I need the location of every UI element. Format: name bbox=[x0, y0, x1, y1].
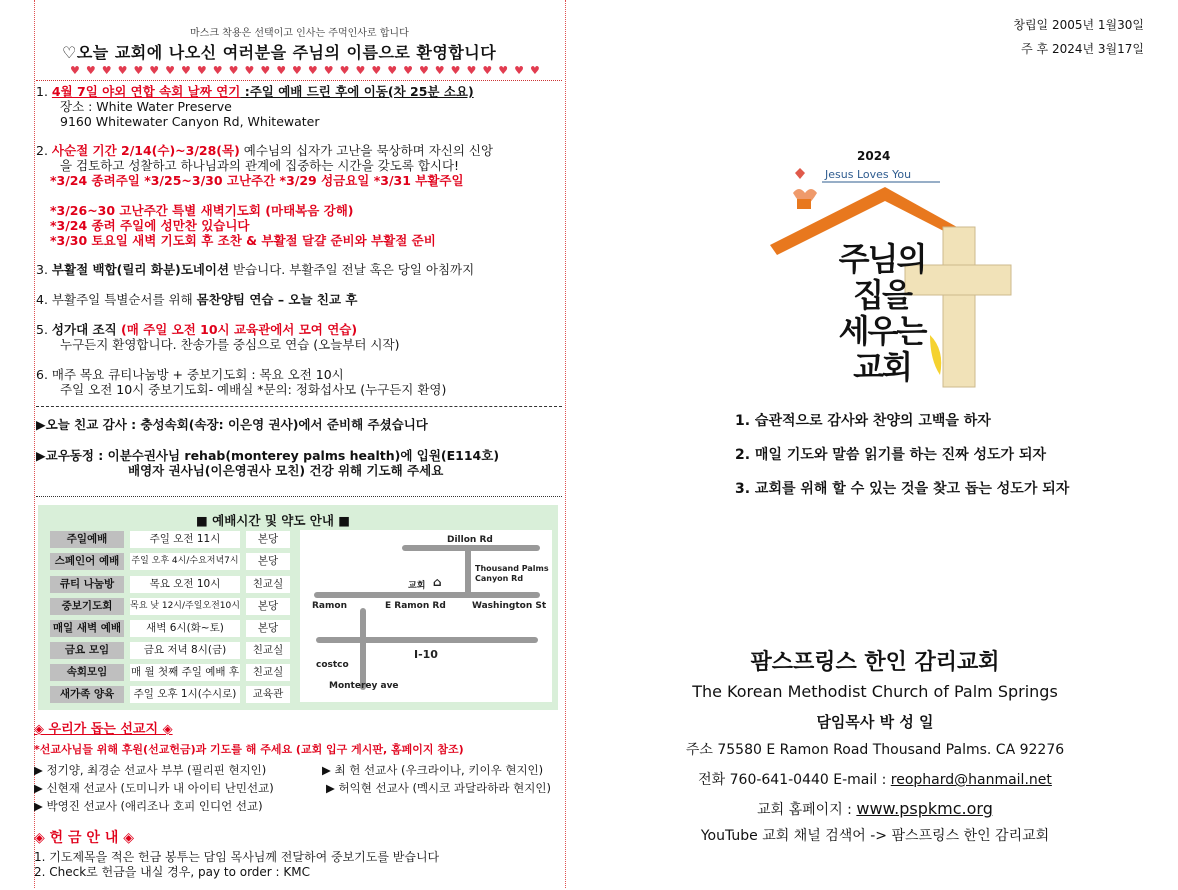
schedule-time: 주일 오후 4시/수요저녁7시 bbox=[130, 553, 240, 570]
schedule-name: 큐티 나눔방 bbox=[50, 576, 124, 593]
map-label-e-ramon: E Ramon Rd bbox=[385, 601, 446, 611]
welcome-message: ♡오늘 교회에 나오신 여러분을 주님의 이름으로 환영합니다 bbox=[62, 43, 497, 62]
logo-slogan-line: 세우는 bbox=[838, 312, 926, 350]
member-news: ▶교우동정 : 이분수권사님 rehab(monterey palms health)에 입원(E114호) bbox=[36, 448, 500, 463]
announcement-2-communion: *3/24 종려 주일에 성만찬 있습니다 bbox=[50, 218, 250, 233]
announcement-2-breakfast bbox=[50, 233, 436, 248]
item-number: 6. bbox=[36, 367, 48, 382]
schedule-title: ■ 예배시간 및 약도 안내 ■ bbox=[196, 513, 351, 528]
pastor-name: 담임목사 박 성 일 bbox=[816, 713, 934, 731]
announcement-6-text: 매주 목요 큐티나눔방 + 중보기도회 : 목요 오전 10시 bbox=[51, 367, 344, 382]
ramon-road bbox=[314, 592, 540, 598]
announcement-1-place: 장소 : White Water Preserve bbox=[60, 99, 232, 114]
church-english-name: The Korean Methodist Church of Palm Springs bbox=[692, 682, 1058, 701]
schedule-place: 교육관 bbox=[246, 686, 290, 703]
announcement-5-highlight: 성가대 조직 bbox=[51, 322, 117, 337]
breakfast-text: *3/30 토요일 새벽 기도회 후 조찬 bbox=[50, 233, 242, 248]
schedule-place: 친교실 bbox=[246, 664, 290, 681]
easter-prep-text: & 부활절 달걀 준비와 부활절 준비 bbox=[241, 233, 436, 248]
item-number: 1. bbox=[36, 84, 48, 99]
item-number: 5. bbox=[36, 322, 48, 337]
schedule-time: 주일 오후 1시(수시로) bbox=[130, 686, 240, 703]
schedule-place: 본당 bbox=[246, 598, 290, 615]
mission-item: ▶ 허익현 선교사 (멕시코 과달라하라 현지인) bbox=[326, 781, 551, 795]
church-contact bbox=[600, 769, 1150, 789]
schedule-time: 금요 저녁 8시(금) bbox=[130, 642, 240, 659]
mission-item: ▶ 신현재 선교사 (도미니카 내 아이티 난민선교) bbox=[34, 781, 274, 795]
announcement-1-address: 9160 Whitewater Canyon Rd, Whitewater bbox=[60, 114, 320, 129]
schedule-name: 새가족 양육 bbox=[50, 686, 124, 703]
announcement-2-special-prayer: *3/26~30 고난주간 특별 새벽기도회 (마태복음 강해) bbox=[50, 203, 354, 218]
announcement-5-schedule: (매 주일 오전 10시 교육관에서 모여 연습) bbox=[116, 322, 358, 337]
church-homepage bbox=[600, 799, 1150, 819]
logo-slogan-line: 주님의 bbox=[838, 240, 926, 278]
youtube-info: YouTube 교회 채널 검색어 -> 팜스프링스 한인 감리교회 bbox=[700, 828, 1050, 844]
phone-text: 전화 760-641-0440 E-mail : bbox=[698, 772, 891, 788]
mask-notice: 마스크 착용은 선택이고 인사는 주먹인사로 합니다 bbox=[190, 28, 409, 39]
item-number: 3. bbox=[36, 262, 48, 277]
logo-slogan-line: 교회 bbox=[853, 348, 911, 386]
church-logo bbox=[765, 145, 1015, 395]
announcement-2-dates: *3/24 종려주일 *3/25~3/30 고난주간 *3/29 성금요일 *3/31 부활주일 bbox=[50, 173, 464, 188]
announcement-1-highlight: 4월 7일 야외 연합 속회 날짜 연기 bbox=[51, 84, 241, 99]
goal-item: 1. 습관적으로 감사와 찬양의 고백을 하자 bbox=[735, 413, 991, 429]
goal-item: 2. 매일 기도와 말씀 읽기를 하는 진짜 성도가 되자 bbox=[735, 447, 1047, 463]
location-map bbox=[300, 530, 552, 702]
announcement-3-highlight: 부활절 백합(릴리 화분)도네이션 bbox=[51, 262, 230, 277]
announcement-4-text: 부활주일 특별순서를 위해 bbox=[51, 292, 197, 307]
schedule-name: 스페인어 예배 bbox=[50, 553, 124, 570]
announcement-3 bbox=[36, 262, 474, 277]
mission-item: ▶ 박영진 선교사 (애리조나 호피 인디언 선교) bbox=[34, 799, 263, 813]
announcement-5 bbox=[36, 322, 357, 337]
offering-title: ◈ 헌 금 안 내 ◈ bbox=[34, 830, 134, 846]
announcement-4-highlight: 몸찬양팀 연습 – 오늘 친교 후 bbox=[196, 292, 358, 307]
section-divider bbox=[36, 496, 562, 497]
map-label-thousand-palms: Thousand Palms bbox=[475, 564, 549, 573]
map-label-church: 교회 bbox=[408, 581, 426, 591]
schedule-name: 중보기도회 bbox=[50, 598, 124, 615]
schedule-time: 주일 오전 11시 bbox=[130, 531, 240, 548]
section-divider bbox=[36, 406, 562, 407]
offering-line-2: 2. Check로 헌금을 내실 경우, pay to order : KMC bbox=[34, 865, 311, 879]
schedule-place: 친교실 bbox=[246, 576, 290, 593]
church-name: 팜스프링스 한인 감리교회 bbox=[750, 650, 1000, 675]
item-number: 2. bbox=[36, 143, 48, 158]
announcement-2 bbox=[36, 143, 493, 158]
schedule-name: 주일예배 bbox=[50, 531, 124, 548]
homepage-link[interactable]: www.pspkmc.org bbox=[856, 799, 993, 818]
church-house-icon: ⌂ bbox=[433, 575, 442, 589]
church-address: 주소 75580 E Ramon Road Thousand Palms. CA 92276 bbox=[685, 742, 1065, 758]
missions-note: *선교사님들 위해 후원(선교헌금)과 기도를 해 주세요 (교회 입구 게시판, 홈페이지 참조) bbox=[34, 743, 464, 756]
goal-item: 3. 교회를 위해 할 수 있는 것을 찾고 돕는 성도가 되자 bbox=[735, 481, 1070, 497]
announcement-3-text: 받습니다. 부활주일 전날 혹은 당일 아침까지 bbox=[229, 262, 475, 277]
schedule-name: 매일 새벽 예배 bbox=[50, 620, 124, 637]
monterey-avenue bbox=[360, 608, 366, 690]
logo-slogan-line: 집을 bbox=[853, 276, 911, 314]
schedule-time: 목요 오전 10시 bbox=[130, 576, 240, 593]
map-label-i10: I-10 bbox=[414, 648, 438, 661]
member-news-line2: 배영자 권사님(이은영권사 모친) 건강 위해 기도해 주세요 bbox=[128, 463, 444, 478]
map-label-monterey: Monterey ave bbox=[329, 681, 399, 691]
week-date: 주 후 2024년 3월17일 bbox=[1021, 42, 1144, 56]
schedule-time: 목요 낮 12시/주일오전10시 bbox=[130, 598, 240, 615]
dillon-road bbox=[402, 545, 540, 551]
announcement-1-detail: :주일 예배 드린 후에 이동(차 25분 소요) bbox=[240, 84, 474, 99]
schedule-place: 친교실 bbox=[246, 642, 290, 659]
schedule-time: 새벽 6시(화~토) bbox=[130, 620, 240, 637]
map-label-dillon: Dillon Rd bbox=[447, 535, 493, 545]
homepage-label: 교회 홈페이지 : bbox=[757, 802, 857, 818]
schedule-name: 속회모임 bbox=[50, 664, 124, 681]
mission-item: ▶ 정기양, 최경순 선교사 부부 (필리핀 현지인) bbox=[34, 763, 267, 777]
interstate-10 bbox=[316, 637, 538, 643]
thousand-palms-canyon-road bbox=[465, 548, 471, 598]
missions-title: ◈ 우리가 돕는 선교지 ◈ bbox=[34, 722, 173, 737]
top-divider bbox=[36, 80, 562, 81]
schedule-place: 본당 bbox=[246, 553, 290, 570]
email-link[interactable]: reophard@hanmail.net bbox=[890, 772, 1052, 788]
logo-year: 2024 bbox=[857, 149, 891, 163]
announcement-4 bbox=[36, 292, 358, 307]
map-label-canyon: Canyon Rd bbox=[475, 574, 524, 583]
schedule-place: 본당 bbox=[246, 620, 290, 637]
map-label-costco: costco bbox=[316, 660, 349, 670]
announcement-6-line2: 주일 오전 10시 중보기도회- 예배실 *문의: 정화섭사모 (누구든지 환영) bbox=[60, 382, 447, 397]
mission-item: ▶ 최 헌 선교사 (우크라이나, 키이우 현지인) bbox=[322, 763, 544, 777]
item-number: 4. bbox=[36, 292, 48, 307]
schedule-name: 금요 모임 bbox=[50, 642, 124, 659]
offering-line-1: 1. 기도제목을 적은 헌금 봉투는 담임 목사님께 전달하여 중보기도를 받습니다 bbox=[34, 850, 440, 864]
announcement-1 bbox=[36, 84, 474, 99]
announcement-2-text: 예수님의 십자가 고난을 묵상하며 자신의 신앙 bbox=[239, 143, 494, 158]
founding-date: 창립일 2005년 1월30일 bbox=[1013, 18, 1144, 32]
schedule-place: 본당 bbox=[246, 531, 290, 548]
announcement-2-highlight: 사순절 기간 2/14(수)~3/28(목) bbox=[51, 143, 240, 158]
logo-jesus-loves-you: Jesus Loves You bbox=[825, 168, 912, 181]
schedule-time: 매 월 첫째 주일 예배 후 bbox=[130, 664, 240, 681]
announcement-6 bbox=[36, 367, 344, 382]
map-label-ramon: Ramon bbox=[312, 601, 347, 611]
logo-slogan bbox=[827, 241, 937, 385]
announcement-2-line2: 을 검토하고 성찰하고 하나님과의 관계에 집중하는 시간을 갖도록 합시다! bbox=[60, 158, 460, 173]
fellowship-thanks: ▶오늘 친교 감사 : 충성속회(속장: 이은영 권사)에서 준비해 주셨습니다 bbox=[36, 417, 428, 432]
map-label-washington: Washington St bbox=[472, 601, 547, 611]
hearts-divider: ♥♥♥♥♥♥♥♥♥♥♥♥♥♥♥♥♥♥♥♥♥♥♥♥♥♥♥♥♥♥ bbox=[70, 64, 546, 77]
announcement-5-line2: 누구든지 환영합니다. 찬송가를 중심으로 연습 (오늘부터 시작) bbox=[60, 337, 400, 352]
